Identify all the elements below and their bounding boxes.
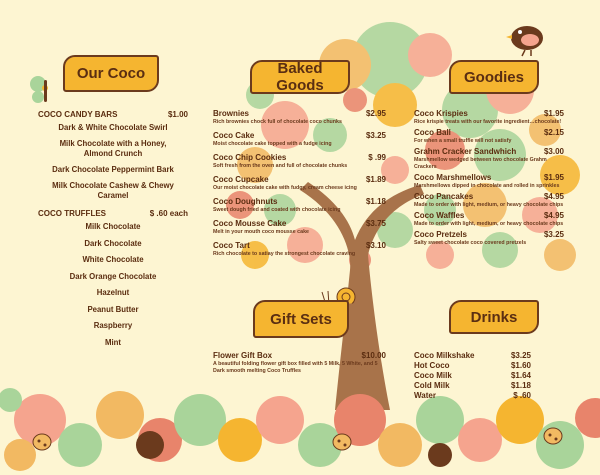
drinks-heading: Drinks bbox=[449, 300, 539, 334]
our-coco-section bbox=[38, 110, 188, 354]
goodies-heading: Goodies bbox=[449, 60, 539, 94]
truffle-item: Hazelnut bbox=[96, 288, 130, 297]
menu-item bbox=[414, 128, 564, 145]
menu-item bbox=[213, 197, 386, 214]
menu-item-row bbox=[414, 351, 531, 361]
item-price: $4.95 bbox=[543, 211, 564, 220]
item-name: Coco Chip Cookies bbox=[213, 153, 287, 162]
bird-icon bbox=[506, 26, 543, 56]
item-name: Grahm Cracker Sandwhich bbox=[414, 147, 517, 156]
item-description: Rice krispie treats with our favorite ingredient…chocolate! bbox=[414, 119, 562, 125]
candy-bars-header bbox=[38, 110, 188, 120]
truffle-item: Mint bbox=[104, 337, 122, 347]
candy-bar-list bbox=[38, 123, 188, 201]
item-name: Coco Milk bbox=[414, 371, 452, 380]
item-price: $2.95 bbox=[365, 109, 386, 118]
item-name: Coco Pancakes bbox=[414, 192, 474, 201]
menu-item-row bbox=[414, 381, 531, 391]
item-price: $ .60 bbox=[513, 391, 531, 400]
menu-item bbox=[414, 230, 564, 247]
menu-item-row bbox=[213, 131, 386, 141]
item-price: $3.75 bbox=[365, 219, 386, 228]
item-description: Melt in your mouth coco mousse cake bbox=[213, 229, 309, 235]
candy-bar-item: Dark Chocolate Peppermint Bark bbox=[52, 165, 174, 174]
menu-item bbox=[414, 381, 531, 391]
item-name: Hot Coco bbox=[414, 361, 450, 370]
item-description: A beautiful folding flower gift box filled with 5 Milk, 5 White, and 5 Dark smooth melting Coco Truffles bbox=[213, 361, 378, 374]
gift-sets-section bbox=[213, 351, 386, 377]
truffle-item: Dark Orange Chocolate bbox=[69, 271, 157, 281]
menu-item-row bbox=[414, 211, 564, 221]
menu-item-row bbox=[414, 230, 564, 240]
menu-item bbox=[414, 371, 531, 381]
item-price: $3.00 bbox=[543, 147, 564, 156]
menu-item-row bbox=[213, 351, 386, 361]
gift-sets-heading: Gift Sets bbox=[253, 300, 349, 338]
truffle-item: White Chocolate bbox=[82, 255, 144, 264]
item-price: $10.00 bbox=[361, 351, 386, 360]
item-description: Made to order with light, medium, or heavy chocolate chips bbox=[414, 221, 564, 227]
menu-item-row bbox=[414, 109, 564, 119]
item-name: Coco Mousse Cake bbox=[213, 219, 287, 228]
item-price: $1.64 bbox=[510, 371, 531, 380]
item-description: Marshmellows dipped in chocolate and rolled in sprinkles bbox=[414, 183, 560, 189]
menu-item bbox=[213, 175, 386, 192]
item-name: Coco Doughnuts bbox=[213, 197, 278, 206]
item-name: Coco Krispies bbox=[414, 109, 468, 118]
menu-item bbox=[414, 192, 564, 209]
menu-item-row bbox=[213, 175, 386, 185]
baked-goods-section bbox=[213, 109, 386, 263]
baked-goods-heading: Baked Goods bbox=[250, 60, 350, 94]
menu-item bbox=[414, 391, 531, 401]
butterfly-icon bbox=[30, 76, 48, 103]
menu-item bbox=[213, 219, 386, 236]
menu-item-row bbox=[414, 128, 564, 138]
item-description: Soft fresh from the oven and full of chocolate chunks bbox=[213, 163, 348, 169]
item-name: Coco Cupcake bbox=[213, 175, 269, 184]
menu-item-row bbox=[414, 192, 564, 202]
item-name: Coco Marshmellows bbox=[414, 173, 492, 182]
menu-item bbox=[414, 211, 564, 228]
item-description: Moist chocolate cake topped with a fudge icing bbox=[213, 141, 332, 147]
menu-item-row bbox=[414, 391, 531, 401]
menu-item bbox=[414, 361, 531, 371]
menu-item bbox=[414, 109, 564, 126]
menu-item bbox=[213, 153, 386, 170]
item-description: Rich brownies chock full of chocolate coco chunks bbox=[213, 119, 342, 125]
item-name: Flower Gift Box bbox=[213, 351, 273, 360]
item-price: $3.25 bbox=[510, 351, 531, 360]
truffles-header bbox=[38, 209, 188, 219]
item-name: Coco Waffles bbox=[414, 211, 465, 220]
truffle-list bbox=[38, 222, 188, 348]
truffle-item: Raspberry bbox=[93, 321, 133, 330]
menu-item bbox=[213, 351, 386, 375]
item-price: $1.89 bbox=[365, 175, 386, 184]
item-price: $3.10 bbox=[365, 241, 386, 250]
item-name: Coco Tart bbox=[213, 241, 250, 250]
candy-bar-item: Dark & White Chocolate Swirl bbox=[58, 123, 168, 132]
item-description: Salty sweet chocolate coco covered pretzels bbox=[414, 240, 527, 246]
candy-bar-item: Milk Chocolate Cashew & Chewy Caramel bbox=[52, 181, 174, 200]
item-name: Coco Cake bbox=[213, 131, 255, 140]
truffle-item: Peanut Butter bbox=[87, 304, 139, 314]
menu-item-row bbox=[213, 153, 386, 163]
menu-item bbox=[414, 351, 531, 361]
item-description: Sweet dough fried and coated with chocolate icing bbox=[213, 207, 341, 213]
menu-item-row bbox=[414, 361, 531, 371]
item-price: $ .99 bbox=[368, 153, 386, 162]
item-description: Our moist chocolate cake with fudgy, cream cheese icing bbox=[213, 185, 357, 191]
truffle-item: Milk Chocolate bbox=[85, 222, 141, 231]
drinks-section bbox=[414, 351, 531, 401]
menu-item-row bbox=[414, 173, 564, 183]
item-name: Cold Milk bbox=[414, 381, 450, 390]
item-price: $3.25 bbox=[543, 230, 564, 239]
goodies-section bbox=[414, 109, 564, 249]
item-price: $2.15 bbox=[543, 128, 564, 137]
item-price: $1.95 bbox=[543, 109, 564, 118]
menu-item bbox=[213, 131, 386, 148]
item-name: Water bbox=[414, 391, 436, 400]
menu-item bbox=[213, 241, 386, 258]
item-price: $1.18 bbox=[365, 197, 386, 206]
menu-item-row bbox=[213, 241, 386, 251]
truffles-name: COCO TRUFFLES bbox=[38, 209, 106, 218]
item-description: Rich chocolate to satiay the strongest chocolate craving bbox=[213, 251, 356, 257]
truffles-price: $ .60 each bbox=[149, 209, 188, 218]
item-price: $4.95 bbox=[543, 192, 564, 201]
menu-item bbox=[213, 109, 386, 126]
item-description: Made to order with light, medium, or heavy chocolate chips bbox=[414, 202, 564, 208]
candy-bar-item: Milk Chocolate with a Honey, Almond Crunch bbox=[59, 139, 167, 158]
item-name: Coco Ball bbox=[414, 128, 451, 137]
item-description: Marshmellow wedged between two chocolate Grahm Crackers bbox=[414, 157, 547, 170]
menu-item-row bbox=[414, 147, 564, 157]
item-price: $1.60 bbox=[510, 361, 531, 370]
truffle-item: Dark Chocolate bbox=[84, 238, 142, 248]
item-price: $3.25 bbox=[365, 131, 386, 140]
item-price: $1.18 bbox=[510, 381, 531, 390]
menu-item-row bbox=[213, 197, 386, 207]
item-name: Coco Milkshake bbox=[414, 351, 475, 360]
menu-item bbox=[414, 147, 564, 171]
menu-item-row bbox=[213, 219, 386, 229]
menu-item-row bbox=[213, 109, 386, 119]
menu-item bbox=[414, 173, 564, 190]
item-description: For when a small truffle will not satisfy bbox=[414, 138, 512, 144]
candy-bars-name: COCO CANDY BARS bbox=[38, 110, 118, 119]
item-name: Coco Pretzels bbox=[414, 230, 467, 239]
menu-item-row bbox=[414, 371, 531, 381]
item-name: Brownies bbox=[213, 109, 250, 118]
item-price: $1.95 bbox=[543, 173, 564, 182]
candy-bars-price: $1.00 bbox=[167, 110, 188, 119]
our-coco-heading: Our Coco bbox=[63, 55, 159, 92]
